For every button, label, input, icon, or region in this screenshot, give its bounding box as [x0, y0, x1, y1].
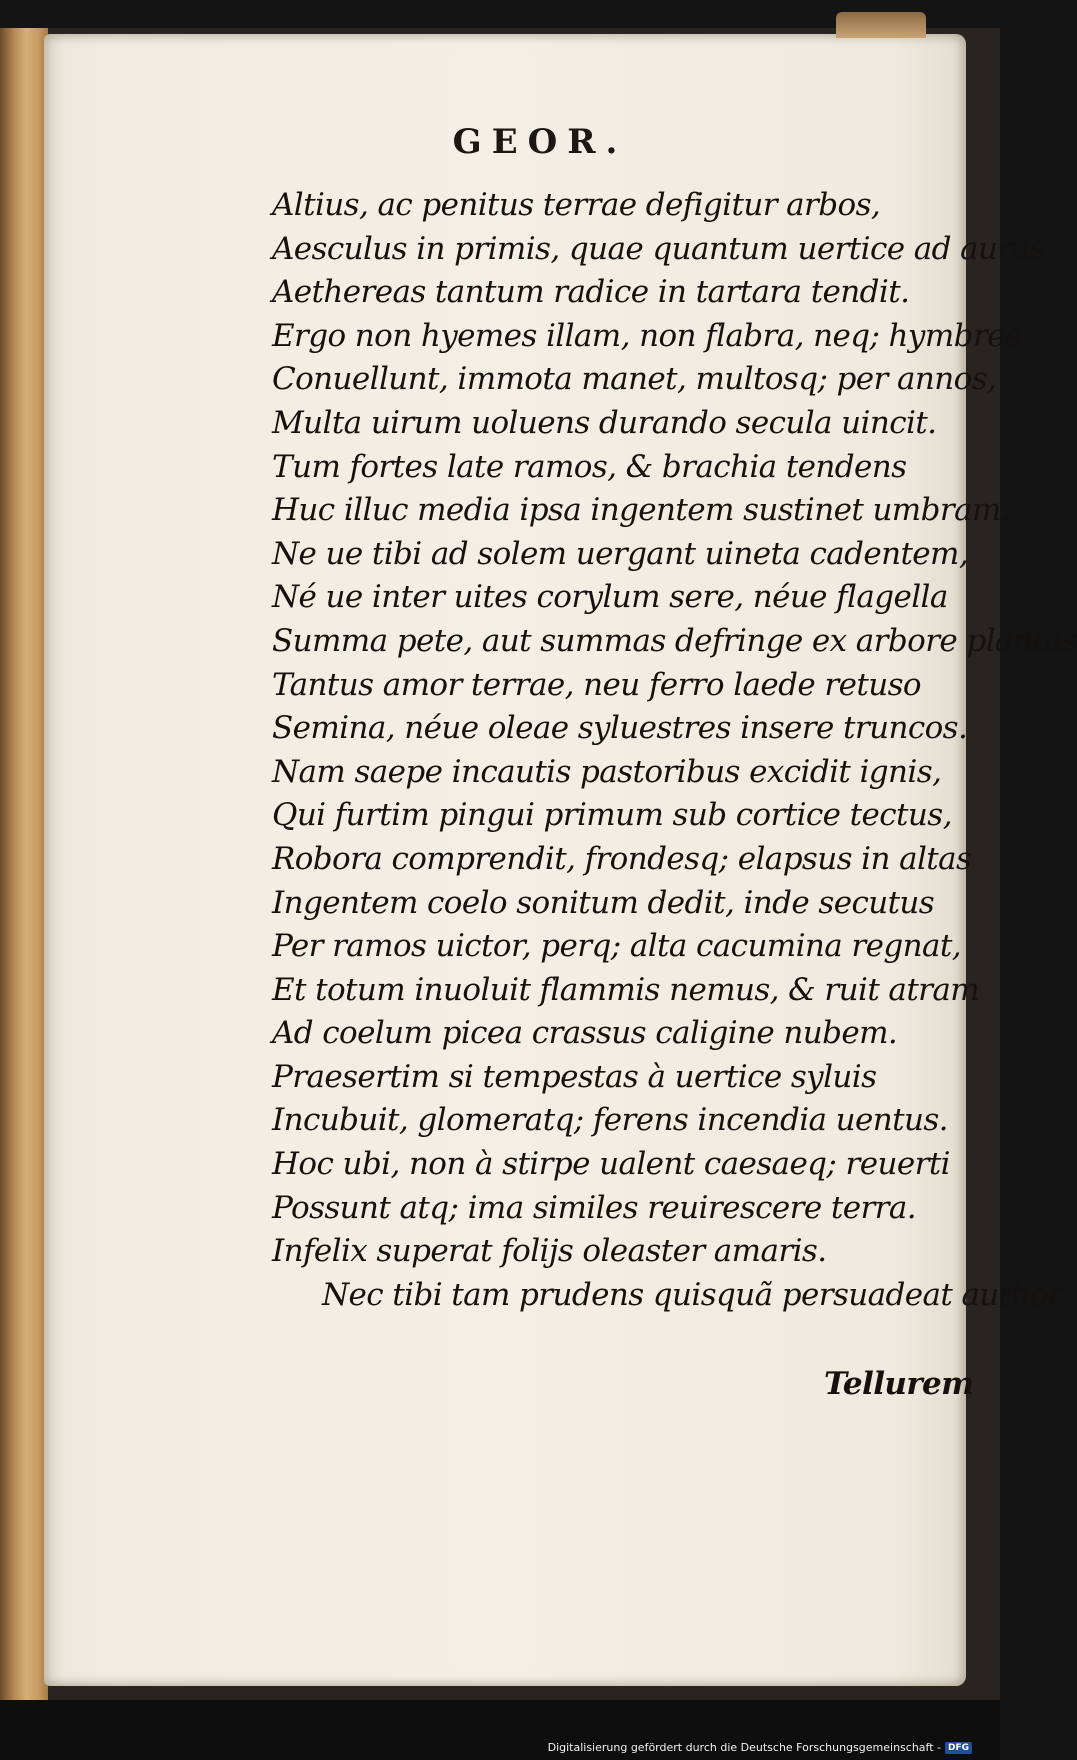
verse-line: Praesertim si tempestas à uertice syluis — [272, 1058, 877, 1095]
verse-line: Hoc ubi, non à stirpe ualent caesaeq; reuerti — [272, 1146, 950, 1183]
verse-line: Possunt atq; ima similes reuirescere terra. — [272, 1189, 917, 1226]
book-scan — [0, 28, 1077, 1700]
verse-line: Ad coelum picea crassus caligine nubem. — [272, 1015, 898, 1052]
page — [44, 34, 1077, 1686]
running-head: GEOR. — [452, 122, 628, 162]
verse-line: Conuellunt, immota manet, multosq; per annos, — [272, 361, 997, 398]
verse-line: Et totum inuoluit flammis nemus, & ruit atram — [272, 971, 980, 1008]
verse-line: Ne ue tibi ad solem uergant uineta cadentem, — [272, 535, 969, 572]
page-edge — [0, 28, 48, 1700]
verse-line: Semina, néue oleae syluestres insere truncos. — [272, 710, 968, 747]
credit-text: Digitalisierung gefördert durch die Deutsche Forschungsgemeinschaft - — [547, 1741, 941, 1754]
verse-line: Ergo non hyemes illam, non flabra, neq; hymbres — [272, 317, 1021, 354]
catchword: Tellurem — [824, 1366, 974, 1402]
verse-line: Tantus amor terrae, neu ferro laede retuso — [272, 666, 921, 703]
verse-line: Aethereas tantum radice in tartara tendit. — [272, 274, 910, 311]
verse-line: Altius, ac penitus terrae defigitur arbos, — [272, 187, 881, 223]
footer-credit — [548, 1741, 972, 1754]
dfg-logo-icon: DFG — [945, 1742, 972, 1754]
page-corner — [836, 12, 926, 38]
verse-line: Aesculus in primis, quae quantum uertice ad auras — [272, 230, 1045, 267]
verse-line: Incubuit, glomeratq; ferens incendia uentus. — [272, 1102, 948, 1139]
verse-line: Ingentem coelo sonitum dedit, inde secutus — [272, 884, 935, 921]
verse-line: Per ramos uictor, perq; alta cacumina regnat, — [272, 928, 961, 965]
verse-line: Summa pete, aut summas defringe ex arbore plantas — [272, 622, 1077, 659]
verse-line: Né ue inter uites corylum sere, néue flagella — [272, 579, 948, 616]
verse-line: Infelix superat folijs oleaster amaris. — [272, 1233, 827, 1270]
verse-line: Nec tibi tam prudens quisquã persuadeat author — [322, 1276, 1063, 1313]
verse-line: Qui furtim pingui primum sub cortice tectus, — [272, 797, 952, 834]
verse-line: Multa uirum uoluens durando secula uincit. — [272, 404, 937, 441]
verse-line: Tum fortes late ramos, & brachia tendens — [272, 448, 907, 485]
verse-line: Robora comprendit, frondesq; elapsus in altas — [272, 840, 972, 877]
viewer-bottom-band — [0, 1700, 1000, 1760]
verse-text — [272, 184, 1077, 1317]
verse-line: Huc illuc media ipsa ingentem sustinet umbram. — [272, 492, 1011, 529]
verse-line: Nam saepe incautis pastoribus excidit ignis, — [272, 753, 942, 790]
